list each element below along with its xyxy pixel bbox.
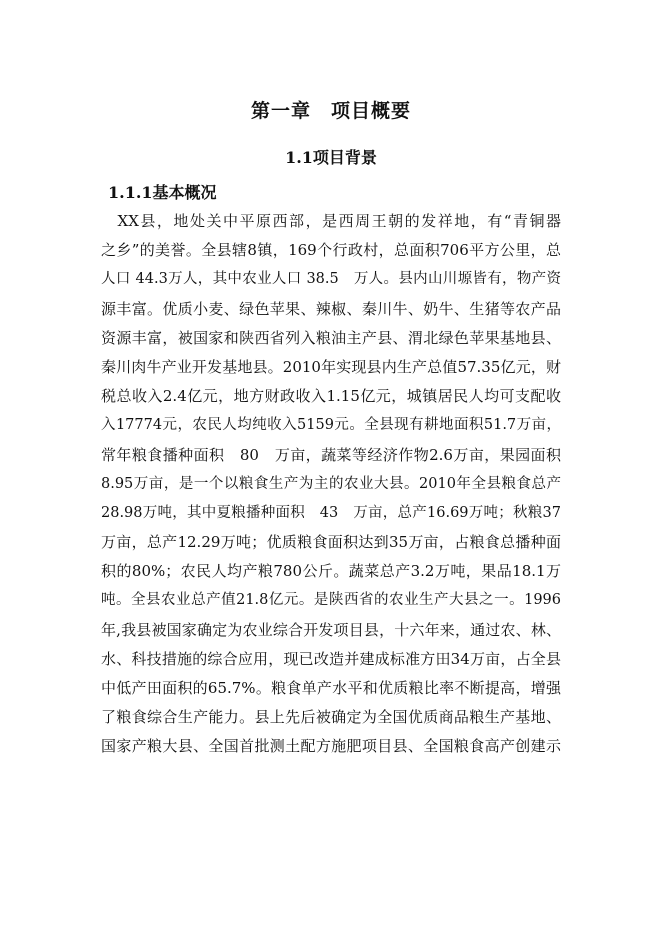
paragraph-line: 税总收入2.4亿元，地方财政收入1.15亿元，城镇居民人均可支配收 <box>101 387 561 406</box>
paragraph-line: 了粮食综合生产能力。县上先后被确定为全国优质商品粮生产基地、 <box>101 708 561 727</box>
paragraph-line: 入17774元，农民人均纯收入5159元。全县现有耕地面积51.7万亩， <box>101 417 561 434</box>
paragraph-line: 国家产粮大县、全国首批测土配方施肥项目县、全国粮食高产创建示 <box>101 737 561 756</box>
paragraph-line: 积的80%；农民人均产粮780公斤。蔬菜总产3.2万吨，果品18.1万 <box>101 562 561 581</box>
paragraph-line: 年,我县被国家确定为农业综合开发项目县，十六年来，通过农、林、 <box>101 620 561 639</box>
paragraph-line: 之乡”的美誉。全县辖8镇，169个行政村，总面积706平方公里，总 <box>101 241 561 260</box>
section-title: 1.1项目背景 <box>285 148 377 167</box>
paragraph-line: 秦川肉牛产业开发基地县。2010年实现县内生产总值57.35亿元，财 <box>101 357 561 376</box>
subsection-title: 1.1.1基本概况 <box>108 183 217 202</box>
paragraph-line: 资源丰富，被国家和陕西省列入粮油主产县、渭北绿色苹果基地县、 <box>101 328 561 347</box>
paragraph-line: 水、科技措施的综合应用，现已改造并建成标准方田34万亩，占全县 <box>101 649 561 668</box>
paragraph-line: 常年粮食播种面积 80 万亩，蔬菜等经济作物2.6万亩，果园面积 <box>101 445 561 464</box>
paragraph-line: 中低产田面积的65.7%。粮食单产水平和优质粮比率不断提高，增强 <box>101 679 561 697</box>
chapter-title: 第一章 项目概要 <box>250 100 411 122</box>
body-paragraph <box>101 207 561 762</box>
paragraph-line: 8.95万亩，是一个以粮食生产为主的农业大县。2010年全县粮食总产 <box>101 475 561 492</box>
paragraph-line: 万亩，总产12.29万吨；优质粮食面积达到35万亩，占粮食总播种面 <box>101 533 561 552</box>
paragraph-line: 人口 44.3万人，其中农业人口 38.5 万人。县内山川塬皆有，物产资 <box>101 271 561 288</box>
paragraph-line: XX县，地处关中平原西部，是西周王朝的发祥地，有“青铜器 <box>101 212 561 230</box>
paragraph-line: 源丰富。优质小麦、绿色苹果、辣椒、秦川牛、奶牛、生猪等农产品 <box>101 299 561 318</box>
paragraph-line: 28.98万吨，其中夏粮播种面积 43 万亩，总产16.69万吨；秋粮37 <box>101 504 561 521</box>
paragraph-line: 吨。全县农业总产值21.8亿元。是陕西省的农业生产大县之一。1996 <box>101 592 561 609</box>
